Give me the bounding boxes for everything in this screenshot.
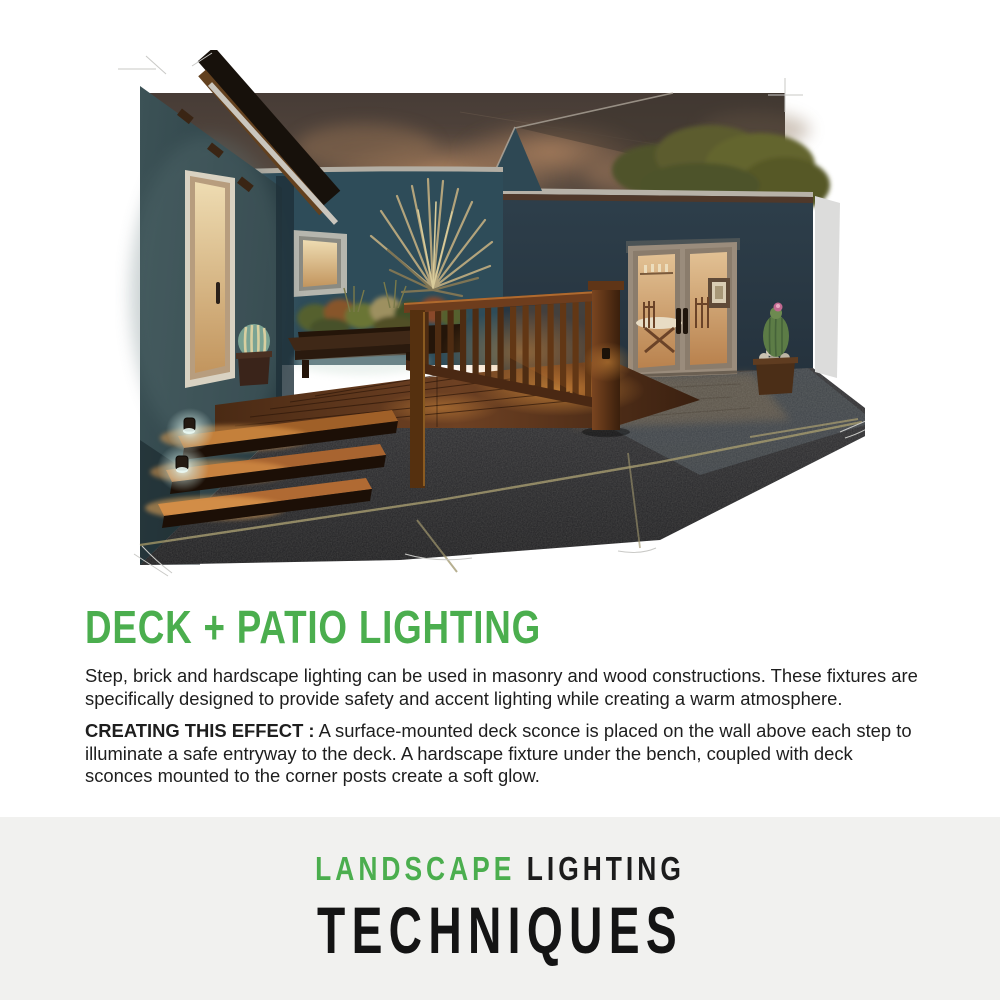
succulent-pot <box>236 324 272 386</box>
intro-paragraph: Step, brick and hardscape lighting can be used in masonry and wood constructions. These fixtures are specifically designed to provide safety and accent lighting while creating a warm atmosphere. <box>85 665 918 709</box>
planter-box <box>756 361 795 395</box>
night-scene-svg <box>115 50 865 580</box>
brand-footer <box>0 817 1000 1000</box>
railing-post <box>410 310 425 488</box>
step-sconce-lower <box>157 444 209 492</box>
wall-corner-shadow <box>276 176 294 431</box>
page-title: DECK + PATIO LIGHTING <box>85 601 542 653</box>
post-sconce <box>602 348 610 359</box>
dining-table <box>636 317 682 329</box>
effect-paragraph <box>85 720 923 788</box>
brand-word-lighting: LIGHTING <box>526 850 685 887</box>
entry-door <box>185 170 235 388</box>
brand-word-landscape: LANDSCAPE <box>315 850 516 887</box>
lit-window <box>293 230 347 297</box>
french-doors <box>626 238 740 378</box>
effect-text: A surface-mounted deck sconce is placed on the wall above each step to illuminate a safe entryway to the deck. A hardscape fixture under the bench, coupled with deck sconces mounted to the corner posts create a soft glow. <box>85 720 912 787</box>
planter-box <box>238 354 270 386</box>
door-handle <box>216 282 220 304</box>
deck-rendering-illustration <box>115 50 865 580</box>
series-title: TECHNIQUES <box>317 893 683 967</box>
section-cut-panel <box>815 196 840 378</box>
door-handle <box>676 308 681 334</box>
door-handle <box>683 308 688 334</box>
effect-label: CREATING THIS EFFECT : <box>85 720 315 742</box>
article-copy <box>85 603 923 788</box>
post-cap <box>588 281 624 290</box>
brand-line <box>100 850 900 888</box>
